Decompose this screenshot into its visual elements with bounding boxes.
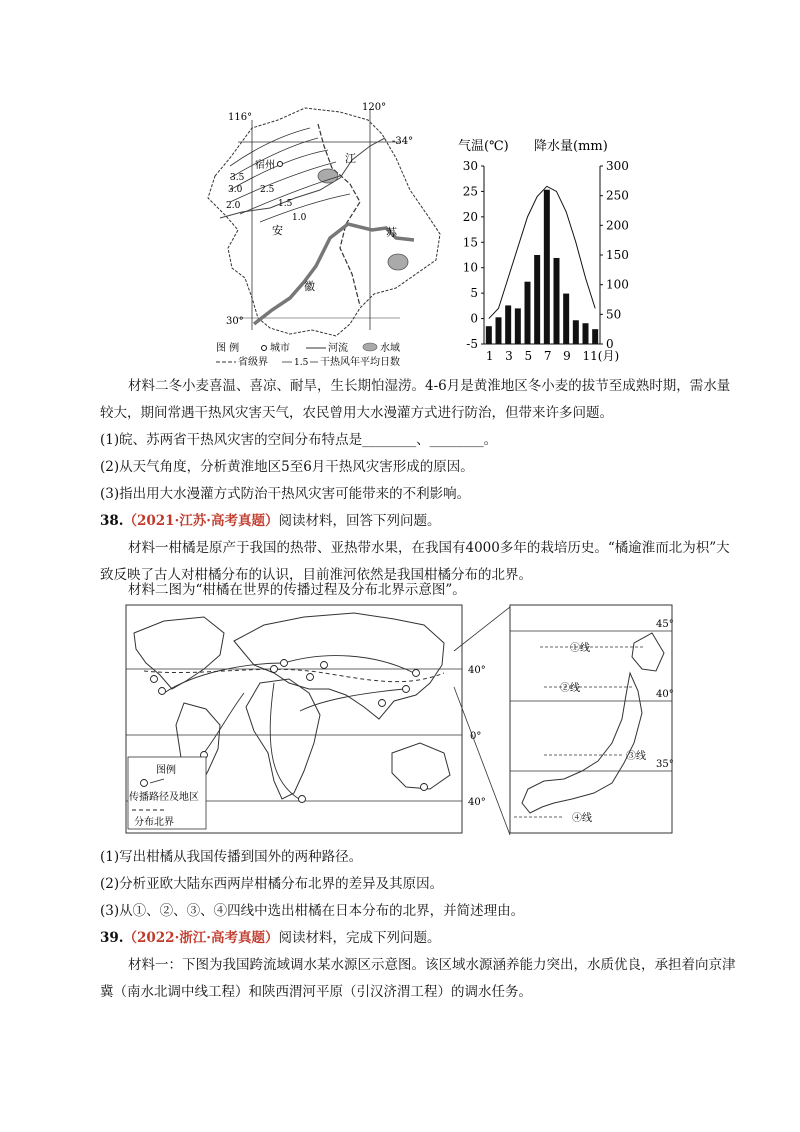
right-tick-label: 300 [606, 159, 629, 173]
precip-bar [486, 326, 492, 344]
left-tick-label: 10 [462, 260, 478, 275]
right-tick-label: 0 [606, 337, 614, 351]
isoline-label: 2.5 [260, 185, 275, 195]
right-tick-label: 200 [606, 218, 629, 233]
x-tick-label: 9 [563, 349, 571, 363]
legend-isoline: 干热风年平均日数 [320, 357, 400, 368]
lon-116: 116° [228, 112, 253, 123]
left-axis-label: 气温(℃) [458, 139, 509, 154]
japan-outline [522, 633, 664, 813]
lon-120: 120° [362, 102, 387, 113]
japan-lat: 45° [656, 619, 674, 630]
japan-line-3: ③线 [626, 751, 646, 762]
temperature-line [489, 186, 595, 318]
legend-city: 城市 [270, 343, 290, 354]
left-tick-label: 25 [462, 184, 478, 199]
lat-label: 40° [468, 665, 486, 676]
right-tick-label: 150 [606, 248, 629, 262]
province-char: 安 [272, 224, 283, 237]
right-tick-label: 250 [606, 188, 629, 203]
precip-bar [583, 323, 589, 344]
precip-bar [592, 329, 598, 344]
left-tick-label: 30 [462, 159, 478, 173]
x-tick-label: 3 [505, 349, 513, 363]
precip-bar [515, 308, 521, 344]
province-char: 苏 [386, 226, 397, 239]
question-38-3: (3)从①、②、③、④四线中选出柑橘在日本分布的北界，并简述理由。 [100, 903, 525, 919]
material-2: 材料二冬小麦喜温、喜凉、耐旱，生长期怕湿涝。4-6月是黄淮地区冬小麦的拔节至成熟时期，需水量较大，期间常遇干热风灾害天气，农民曾用大水漫灌方式进行防治，但带来许多问题。 [100, 378, 731, 421]
hongze-lake [318, 169, 338, 183]
map-dry-hot-wind [200, 98, 450, 370]
north-america [134, 617, 224, 689]
question-38-header: 38.（2021·江苏·高考真题）阅读材料，回答下列问题。 [100, 513, 441, 529]
yangtze-river [254, 224, 414, 324]
question-2: (2)从天气角度，分析黄淮地区5至6月干热风灾害形成的原因。 [100, 459, 474, 475]
left-tick-label: 15 [462, 235, 478, 250]
precip-bar [505, 305, 511, 344]
x-tick-label: 5 [524, 349, 533, 363]
right-tick-label: 50 [606, 307, 622, 322]
spread-route [164, 663, 284, 693]
question-39-header: 39.（2022·浙江·高考真题）阅读材料，完成下列问题。 [100, 930, 441, 946]
precip-bar [534, 255, 540, 344]
province-char: 江 [345, 152, 356, 165]
legend-isoline-sample: 1.5 [294, 358, 309, 368]
material-38-2: 材料二图为“柑橘在世界的传播过程及分布北界示意图”。 [128, 582, 466, 598]
legend-path: 传播路径及地区 [129, 792, 199, 803]
tai-lake [388, 254, 408, 270]
isoline-label: 3.5 [230, 173, 245, 183]
isoline-label: 1.5 [278, 199, 293, 209]
x-tick-label: 11(月) [582, 349, 620, 363]
lat-label: 40° [468, 797, 486, 808]
lat-30: 30° [226, 316, 244, 327]
precip-bar [525, 282, 531, 344]
spread-route [204, 693, 244, 753]
isoline-label: 3.0 [228, 185, 243, 195]
left-tick-label: -5 [466, 337, 478, 351]
japan-lat: 35° [656, 759, 674, 770]
city-marker [278, 162, 283, 167]
isoline-label: 2.0 [226, 201, 241, 211]
right-axis-label: 降水量(mm) [534, 139, 608, 154]
legend-title: 图例 [156, 765, 176, 776]
huai-river [220, 138, 385, 218]
japan-line-1: ①线 [570, 643, 590, 654]
question-38-2: (2)分析亚欧大陆东西两岸柑橘分布北界的差异及其原因。 [100, 876, 444, 892]
precip-bar [544, 190, 550, 344]
australia [392, 743, 450, 789]
lat-label: 0° [470, 731, 482, 742]
spread-route [284, 656, 414, 673]
japan-lat: 40° [656, 689, 674, 700]
question-3: (3)指出用大水漫灌方式防治干热风灾害可能带来的不利影响。 [100, 486, 471, 502]
legend-border: 省级界 [238, 357, 268, 368]
question-38-1: (1)写出柑橘从我国传播到国外的两种路径。 [100, 849, 363, 865]
world-citrus-map [124, 603, 682, 837]
lat-34: -34° [392, 136, 414, 147]
legend-title: 图 例 [216, 343, 240, 354]
x-tick-label: 1 [485, 349, 494, 363]
province-char: 徽 [304, 280, 315, 293]
precip-bar [563, 294, 569, 344]
city-suzhou: 宿州 [255, 160, 275, 171]
left-tick-label: 0 [470, 311, 478, 326]
left-tick-label: 20 [462, 209, 478, 224]
left-tick-label: 5 [470, 286, 478, 301]
material-38-1: 材料一柑橘是原产于我国的热带、亚热带水果，在我国有4000多年的栽培历史。“橘逾淮而北为枳”大致反映了古人对柑橘分布的认识，目前淮河依然是我国柑橘分布的北界。 [100, 540, 730, 583]
isoline-label: 1.0 [292, 213, 307, 223]
x-tick-label: 7 [543, 349, 552, 363]
precip-bar [573, 320, 579, 344]
question-1: (1)皖、苏两省干热风灾害的空间分布特点是________、________。 [100, 432, 498, 448]
eurasia [234, 613, 444, 719]
legend-water: 水域 [380, 343, 400, 354]
legend-river: 河流 [328, 343, 348, 354]
japan-line-2: ②线 [560, 683, 580, 694]
legend-boundary: 分布北界 [134, 817, 174, 828]
right-tick-label: 100 [606, 277, 629, 292]
climate-chart [448, 128, 638, 372]
japan-line-4: ④线 [572, 813, 592, 824]
africa [246, 679, 320, 799]
precip-bar [496, 317, 502, 344]
precip-bar [554, 258, 560, 344]
material-39-1: 材料一：下图为我国跨流域调水某水源区示意图。该区域水源涵养能力突出，水质优良，承担着向京津冀（南水北调中线工程）和陕西渭河平原（引汉济渭工程）的调水任务。 [100, 957, 736, 1000]
